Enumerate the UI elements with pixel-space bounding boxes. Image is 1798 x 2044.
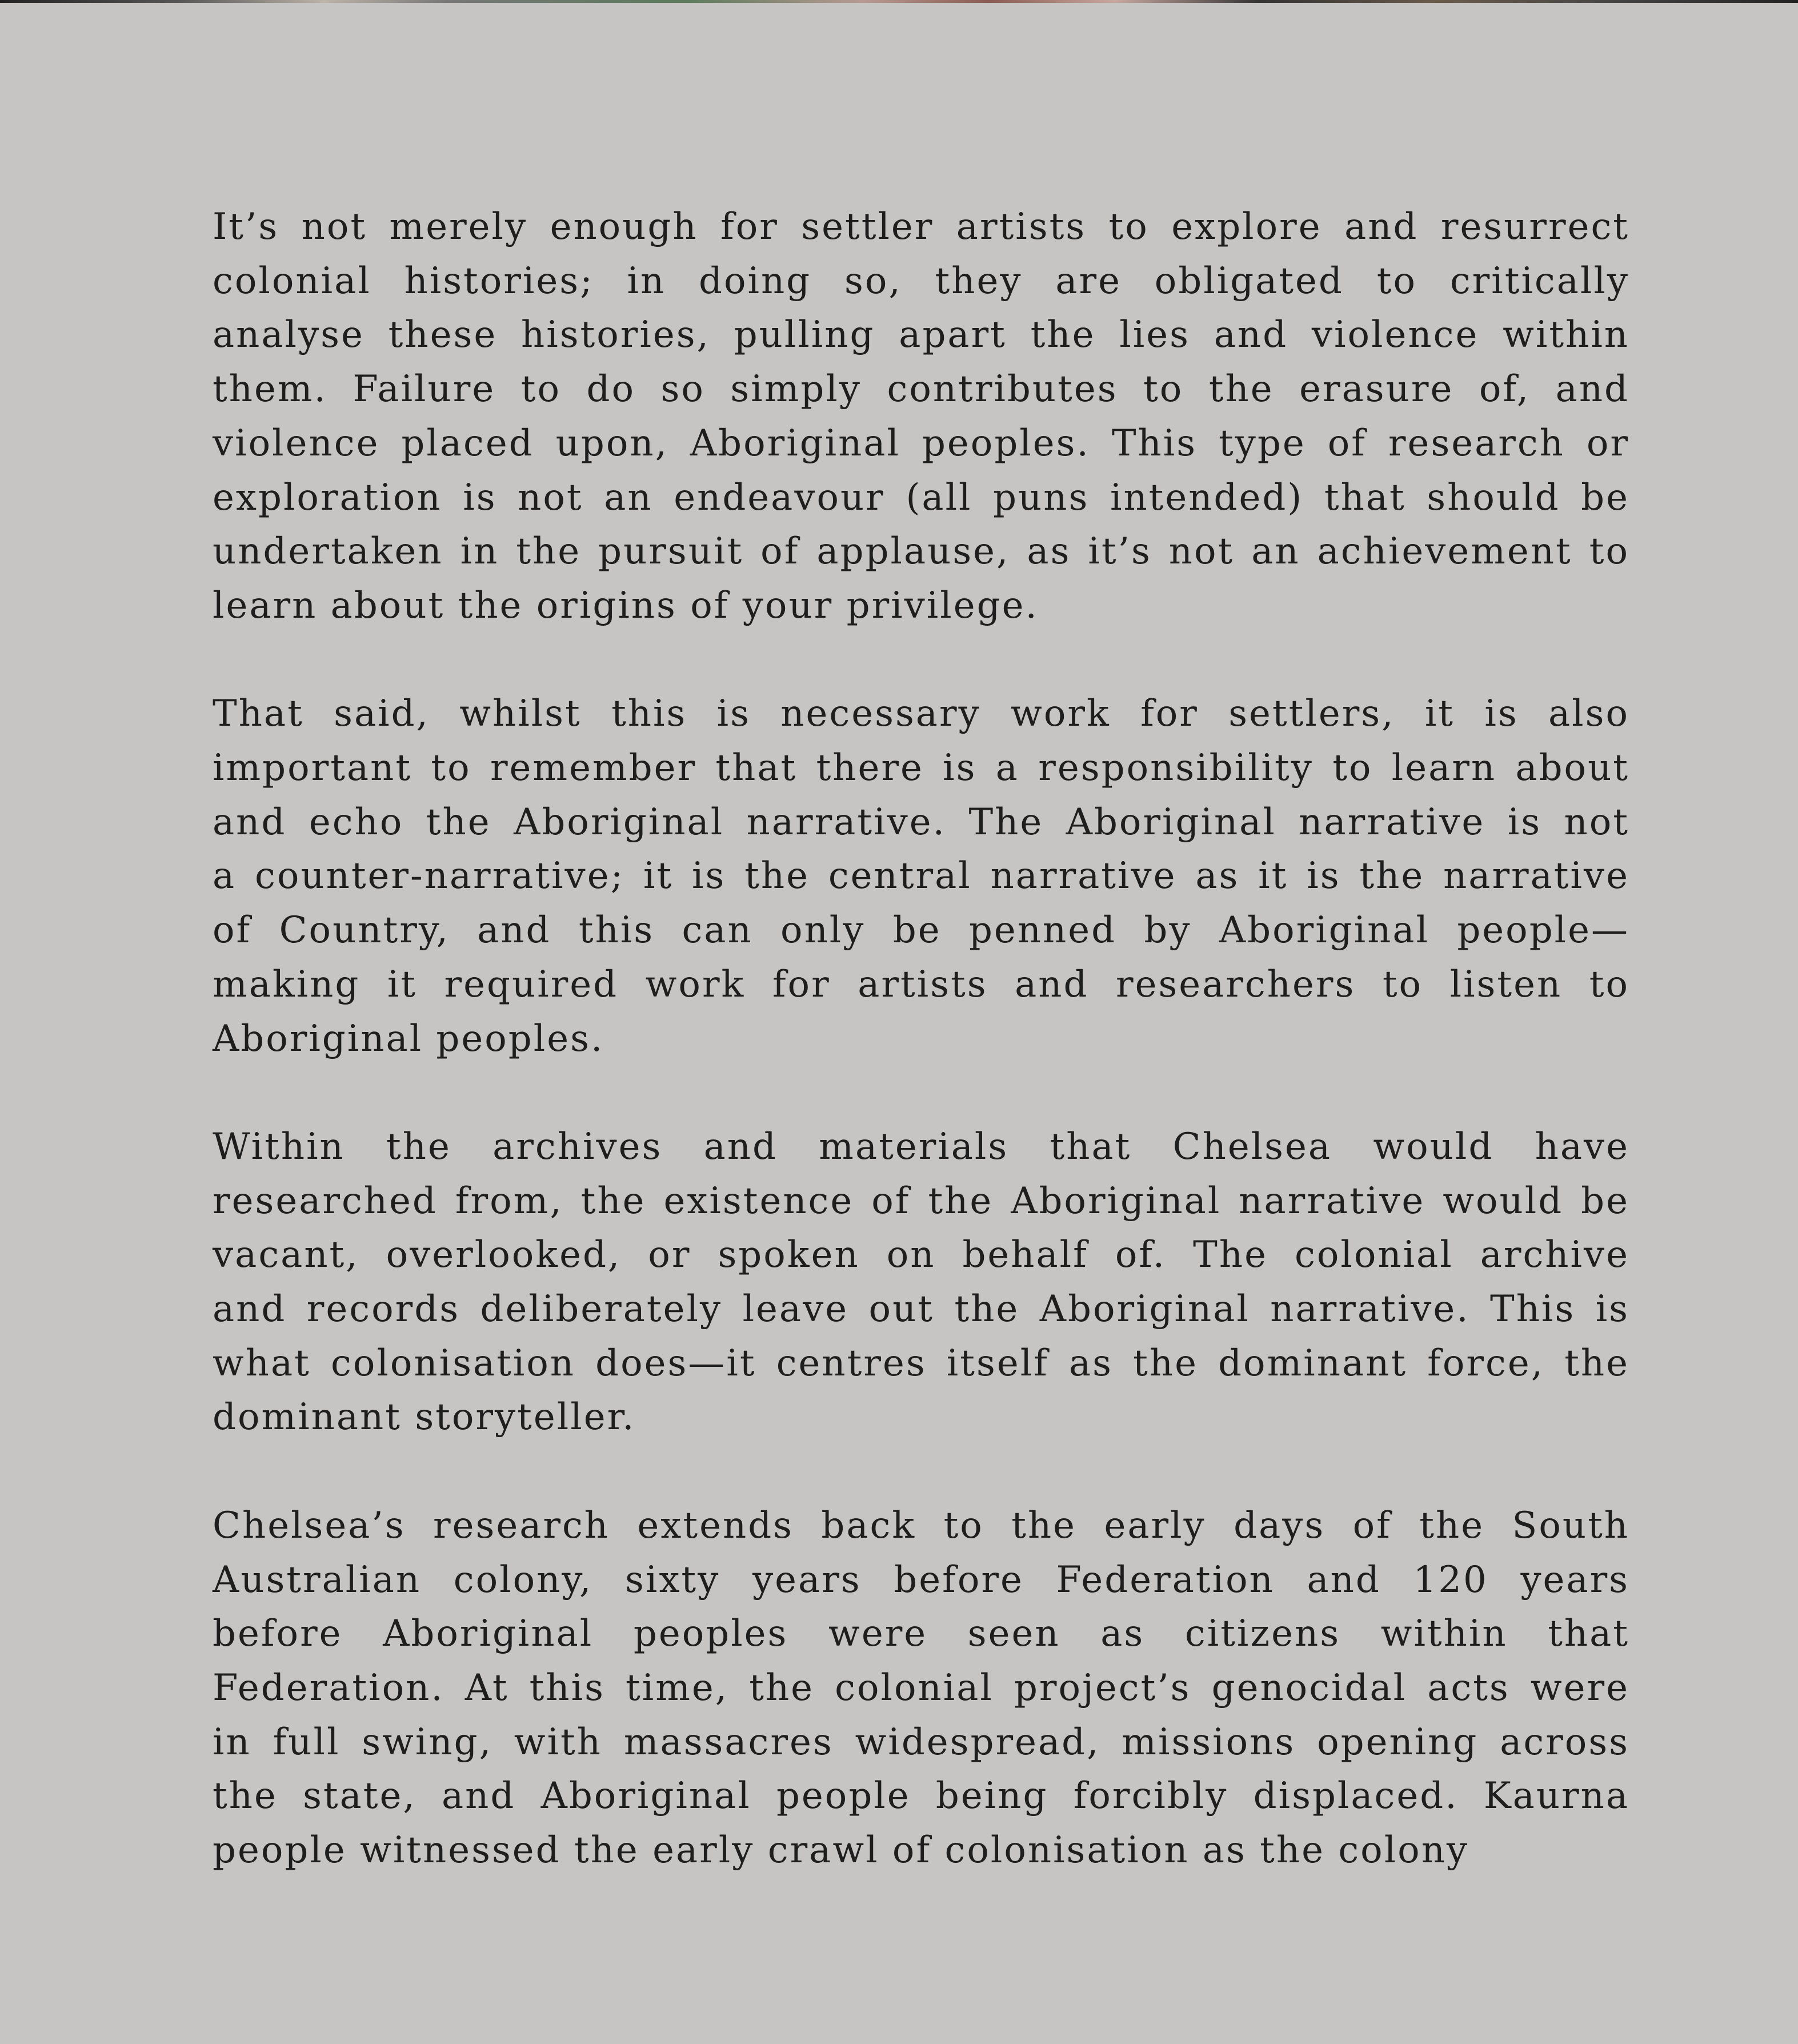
text-line: in full swing, with massacres widespread, missions opening across <box>213 1721 1629 1763</box>
text-line: and echo the Aboriginal narrative. The Aboriginal narrative is not <box>213 801 1629 843</box>
text-line: vacant, overlooked, or spoken on behalf of. The colonial archive <box>213 1234 1629 1277</box>
text-line: them. Failure to do so simply contributes to the erasure of, and <box>213 368 1629 411</box>
paragraph <box>213 1499 1629 1878</box>
body-text <box>213 200 1629 1931</box>
text-line: Aboriginal peoples. <box>213 1017 604 1060</box>
paragraph <box>213 687 1629 1066</box>
text-line: Federation. At this time, the colonial project’s genocidal acts were <box>213 1666 1629 1709</box>
text-line: researched from, the existence of the Aboriginal narrative would be <box>213 1179 1629 1222</box>
text-line: undertaken in the pursuit of applause, as it’s not an achievement to <box>213 530 1629 573</box>
text-line: exploration is not an endeavour (all puns intended) that should be <box>213 476 1629 519</box>
text-line: before Aboriginal peoples were seen as citizens within that <box>213 1613 1629 1655</box>
text-line: Chelsea’s research extends back to the early days of the South <box>213 1504 1629 1547</box>
text-line: of Country, and this can only be penned by Aboriginal people— <box>213 909 1629 952</box>
text-line: what colonisation does—it centres itself as the dominant force, the <box>213 1342 1629 1385</box>
text-line: analyse these histories, pulling apart the lies and violence within <box>213 314 1629 357</box>
text-line: violence placed upon, Aboriginal peoples. This type of research or <box>213 422 1629 465</box>
text-line: important to remember that there is a responsibility to learn about <box>213 747 1629 790</box>
text-line: learn about the origins of your privilege. <box>213 584 1039 627</box>
text-line: people witnessed the early crawl of colonisation as the colony <box>213 1829 1469 1872</box>
text-line: a counter-narrative; it is the central narrative as it is the narrative <box>213 855 1629 898</box>
paragraph <box>213 1120 1629 1445</box>
text-line: and records deliberately leave out the Aboriginal narrative. This is <box>213 1288 1629 1331</box>
text-line: It’s not merely enough for settler artists to explore and resurrect <box>213 206 1629 248</box>
text-line: That said, whilst this is necessary work for settlers, it is also <box>213 693 1629 735</box>
text-line: making it required work for artists and researchers to listen to <box>213 963 1629 1006</box>
text-line: Within the archives and materials that Chelsea would have <box>213 1125 1629 1168</box>
top-image-edge <box>0 0 1798 3</box>
text-line: dominant storyteller. <box>213 1396 636 1439</box>
paragraph <box>213 200 1629 633</box>
text-line: the state, and Aboriginal people being forcibly displaced. Kaurna <box>213 1775 1629 1818</box>
text-line: Australian colony, sixty years before Federation and 120 years <box>213 1558 1629 1601</box>
text-line: colonial histories; in doing so, they are obligated to critically <box>213 259 1629 302</box>
